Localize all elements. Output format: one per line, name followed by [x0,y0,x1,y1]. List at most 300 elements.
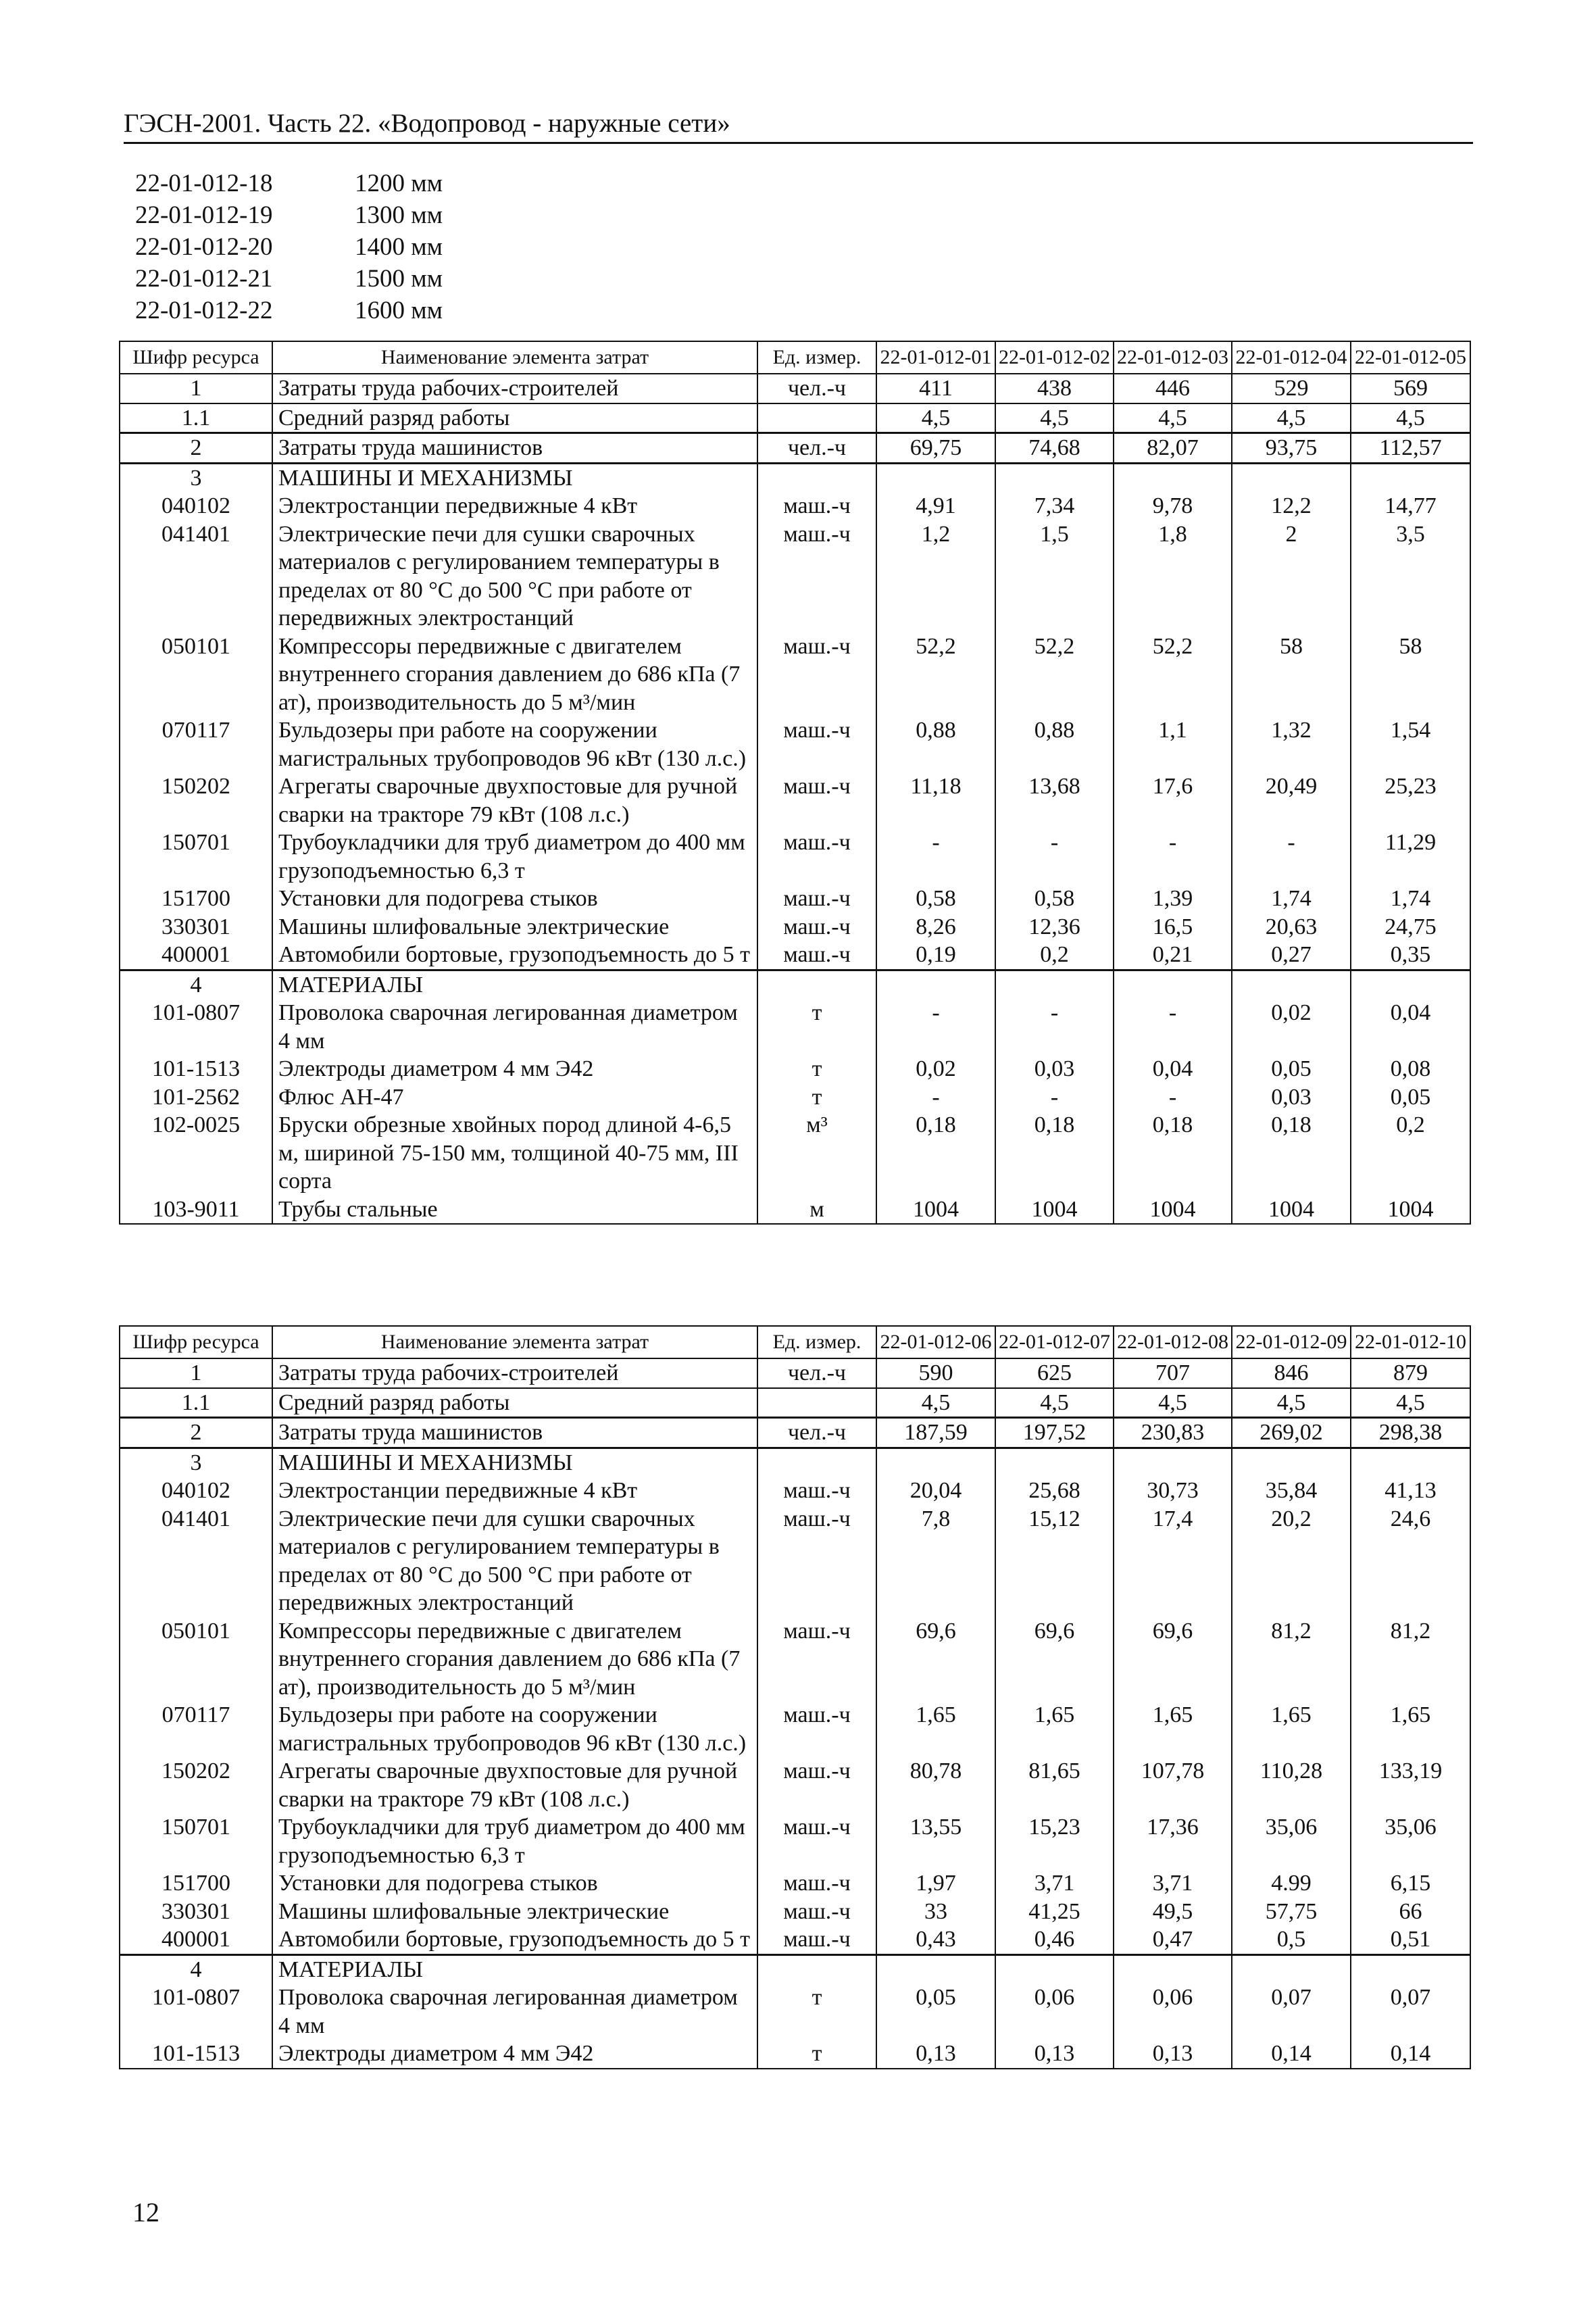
resource-code: 041401 [120,1505,272,1617]
column-header-unit: Ед. измер. [757,1326,876,1358]
value-cell: 49,5 [1114,1898,1232,1926]
value-cell: 74,68 [995,433,1114,464]
table-row [120,1617,1470,1702]
value-cell: - [995,1083,1114,1112]
value-cell: 41,13 [1351,1477,1470,1505]
unit-cell: чел.-ч [757,1418,876,1448]
value-cell: 33 [876,1898,995,1926]
column-header-name: Наименование элемента затрат [272,341,757,374]
norm-code: 22-01-012-22 [135,297,273,324]
value-cell: 11,29 [1351,829,1470,885]
unit-cell [757,970,876,999]
value-cell: 69,6 [876,1617,995,1702]
value-cell: 1,65 [995,1701,1114,1757]
value-cell: 7,8 [876,1505,995,1617]
unit-cell: маш.-ч [757,829,876,885]
value-cell: - [1114,829,1232,885]
value-cell: 0,88 [876,716,995,772]
value-cell: 0,03 [1232,1083,1351,1112]
resource-code: 101-0807 [120,999,272,1055]
value-cell: 1,39 [1114,885,1232,913]
value-cell: 1,2 [876,520,995,633]
value-cell: 13,68 [995,772,1114,829]
resource-name: Агрегаты сварочные двухпостовые для ручной сварки на тракторе 79 кВт (108 л.с.) [272,772,757,829]
value-cell: 133,19 [1351,1757,1470,1813]
resource-code: 102-0025 [120,1111,272,1196]
resource-code: 2 [120,433,272,464]
value-cell: 1,74 [1351,885,1470,913]
value-cell: 57,75 [1232,1898,1351,1926]
table-row [120,772,1470,829]
resource-name: МАТЕРИАЛЫ [272,1954,757,1984]
value-cell: 15,23 [995,1813,1114,1869]
resource-code: 040102 [120,492,272,520]
table-row [120,1055,1470,1083]
norm-code-row [135,263,443,295]
value-cell: 13,55 [876,1813,995,1869]
value-cell: 25,23 [1351,772,1470,829]
value-cell: - [1232,829,1351,885]
value-cell: 0,08 [1351,1055,1470,1083]
resource-name: Установки для подогрева стыков [272,1869,757,1898]
table-row [120,1083,1470,1112]
value-cell: 0,14 [1351,2040,1470,2069]
table-row [120,913,1470,941]
table-row [120,2040,1470,2069]
value-cell [995,1954,1114,1984]
value-cell: 230,83 [1114,1418,1232,1448]
column-header-norm: 22-01-012-04 [1232,341,1351,374]
value-cell: 11,18 [876,772,995,829]
value-cell: 1,1 [1114,716,1232,772]
value-cell: 82,07 [1114,433,1232,464]
table-row [120,520,1470,633]
unit-cell [757,463,876,492]
value-cell: 8,26 [876,913,995,941]
value-cell: 4,5 [995,403,1114,433]
value-cell: 529 [1232,374,1351,403]
value-cell: 0,07 [1351,1984,1470,2040]
resource-name: Бруски обрезные хвойных пород длиной 4-6,5 м, шириной 75-150 мм, толщиной 40-75 мм, III сорта [272,1111,757,1196]
unit-cell: маш.-ч [757,1477,876,1505]
value-cell: 17,4 [1114,1505,1232,1617]
resource-code: 101-0807 [120,1984,272,2040]
value-cell: 81,2 [1232,1617,1351,1702]
value-cell: 1,65 [1351,1701,1470,1757]
resource-name: Агрегаты сварочные двухпостовые для ручной сварки на тракторе 79 кВт (108 л.с.) [272,1757,757,1813]
value-cell: 16,5 [1114,913,1232,941]
resource-code: 3 [120,463,272,492]
value-cell: 1,65 [1232,1701,1351,1757]
resource-code: 1 [120,374,272,403]
value-cell: 0,43 [876,1925,995,1954]
table-row [120,1869,1470,1898]
value-cell [995,463,1114,492]
value-cell: - [876,829,995,885]
column-header-norm: 22-01-012-01 [876,341,995,374]
resource-name: Машины шлифовальные электрические [272,913,757,941]
table-row [120,403,1470,433]
resource-name: Флюс АН-47 [272,1083,757,1112]
value-cell: 30,73 [1114,1477,1232,1505]
value-cell: 52,2 [876,633,995,717]
value-cell: 1004 [876,1196,995,1225]
value-cell: 4,5 [995,1388,1114,1418]
column-header-code: Шифр ресурса [120,341,272,374]
value-cell: 187,59 [876,1418,995,1448]
norm-code-list [135,168,443,326]
resource-name: Электрические печи для сушки сварочных материалов с регулированием температуры в пределах от 80 °С до 500 °С при работе от передвижных электростанций [272,1505,757,1617]
resource-name: Средний разряд работы [272,1388,757,1418]
value-cell [1351,1448,1470,1477]
column-header-norm: 22-01-012-02 [995,341,1114,374]
value-cell [1114,1954,1232,1984]
resource-name: Трубы стальные [272,1196,757,1225]
value-cell [1114,970,1232,999]
value-cell: - [1114,1083,1232,1112]
unit-cell: т [757,2040,876,2069]
pipe-diameter: 1200 мм [355,170,443,197]
value-cell: 0,58 [995,885,1114,913]
header-divider [124,142,1473,144]
unit-cell [757,1954,876,1984]
value-cell: 0,04 [1351,999,1470,1055]
column-header-norm: 22-01-012-08 [1114,1326,1232,1358]
value-cell: 0,02 [876,1055,995,1083]
value-cell: 110,28 [1232,1757,1351,1813]
column-header-norm: 22-01-012-10 [1351,1326,1470,1358]
value-cell: 1,5 [995,520,1114,633]
value-cell: 438 [995,374,1114,403]
value-cell [876,463,995,492]
value-cell: 0,18 [876,1111,995,1196]
resource-code: 150701 [120,829,272,885]
resource-name: Электрические печи для сушки сварочных материалов с регулированием температуры в пределах от 80 °С до 500 °С при работе от передвижных электростанций [272,520,757,633]
value-cell: 58 [1232,633,1351,717]
resource-name: Автомобили бортовые, грузоподъемность до 5 т [272,941,757,970]
page-title: ГЭСН-2001. Часть 22. «Водопровод - наружные сети» [124,109,730,138]
value-cell: 69,6 [995,1617,1114,1702]
unit-cell: маш.-ч [757,1617,876,1702]
table-row [120,1505,1470,1617]
value-cell: 4,5 [1351,1388,1470,1418]
value-cell [995,970,1114,999]
resource-name: Затраты труда машинистов [272,433,757,464]
norm-code-row [135,295,443,326]
resource-code: 2 [120,1418,272,1448]
value-cell: - [995,999,1114,1055]
resource-code: 050101 [120,633,272,717]
resource-code: 101-1513 [120,2040,272,2069]
table-row [120,1701,1470,1757]
value-cell: 0,18 [995,1111,1114,1196]
table-row [120,970,1470,999]
value-cell [1114,1448,1232,1477]
norm-code-row [135,168,443,199]
value-cell: 879 [1351,1358,1470,1388]
value-cell: 846 [1232,1358,1351,1388]
value-cell: 1004 [995,1196,1114,1225]
value-cell: 35,06 [1232,1813,1351,1869]
resource-name: Установки для подогрева стыков [272,885,757,913]
resource-code: 400001 [120,1925,272,1954]
resource-code: 330301 [120,913,272,941]
value-cell: 0,02 [1232,999,1351,1055]
value-cell: 17,36 [1114,1813,1232,1869]
table-row [120,1925,1470,1954]
value-cell: 20,63 [1232,913,1351,941]
value-cell: 411 [876,374,995,403]
value-cell: 24,75 [1351,913,1470,941]
resource-name: Затраты труда рабочих-строителей [272,1358,757,1388]
value-cell: 3,71 [1114,1869,1232,1898]
value-cell: 107,78 [1114,1757,1232,1813]
value-cell: 0,19 [876,941,995,970]
value-cell [1232,1448,1351,1477]
value-cell: 0,46 [995,1925,1114,1954]
value-cell: 12,36 [995,913,1114,941]
pipe-diameter: 1600 мм [355,297,443,324]
value-cell: - [1114,999,1232,1055]
value-cell: 69,6 [1114,1617,1232,1702]
value-cell: 15,12 [995,1505,1114,1617]
value-cell: 1,65 [1114,1701,1232,1757]
unit-cell: маш.-ч [757,772,876,829]
unit-cell: чел.-ч [757,1358,876,1388]
resource-name: Компрессоры передвижные с двигателем внутреннего сгорания давлением до 686 кПа (7 ат), производительность до 5 м³/мин [272,1617,757,1702]
resource-code: 101-2562 [120,1083,272,1112]
value-cell: 0,58 [876,885,995,913]
unit-cell: маш.-ч [757,913,876,941]
table-row [120,999,1470,1055]
value-cell: 446 [1114,374,1232,403]
value-cell: 58 [1351,633,1470,717]
norm-code-row [135,231,443,263]
value-cell [1351,970,1470,999]
value-cell: 41,25 [995,1898,1114,1926]
resource-code: 041401 [120,520,272,633]
unit-cell: маш.-ч [757,1869,876,1898]
value-cell [1114,463,1232,492]
value-cell: 569 [1351,374,1470,403]
resource-code: 101-1513 [120,1055,272,1083]
resource-name: Компрессоры передвижные с двигателем внутреннего сгорания давлением до 686 кПа (7 ат), производительность до 5 м³/мин [272,633,757,717]
norm-code: 22-01-012-21 [135,265,273,293]
value-cell: 0,5 [1232,1925,1351,1954]
value-cell: 7,34 [995,492,1114,520]
resource-name: Электростанции передвижные 4 кВт [272,492,757,520]
unit-cell: маш.-ч [757,1925,876,1954]
norm-code: 22-01-012-18 [135,170,273,197]
value-cell: 1,74 [1232,885,1351,913]
value-cell: 81,65 [995,1757,1114,1813]
resource-code: 4 [120,1954,272,1984]
value-cell: 24,6 [1351,1505,1470,1617]
value-cell: 4.99 [1232,1869,1351,1898]
table-row [120,433,1470,464]
column-header-norm: 22-01-012-06 [876,1326,995,1358]
value-cell: 1,8 [1114,520,1232,633]
unit-cell: маш.-ч [757,1898,876,1926]
value-cell: 3,71 [995,1869,1114,1898]
resource-name: Средний разряд работы [272,403,757,433]
value-cell: 1004 [1351,1196,1470,1225]
value-cell: 0,2 [995,941,1114,970]
resource-code: 1 [120,1358,272,1388]
unit-cell: чел.-ч [757,374,876,403]
value-cell: 0,51 [1351,1925,1470,1954]
value-cell: 0,13 [1114,2040,1232,2069]
table-row [120,1984,1470,2040]
resource-name: Трубоукладчики для труб диаметром до 400 мм грузоподъемностью 6,3 т [272,829,757,885]
resource-name: Бульдозеры при работе на сооружении магистральных трубопроводов 96 кВт (130 л.с.) [272,716,757,772]
value-cell: 0,18 [1114,1111,1232,1196]
value-cell [876,1954,995,1984]
resource-name: Проволока сварочная легированная диаметром 4 мм [272,1984,757,2040]
table-row [120,1477,1470,1505]
unit-cell: маш.-ч [757,1505,876,1617]
value-cell: - [876,999,995,1055]
value-cell: 0,14 [1232,2040,1351,2069]
resource-name: МАШИНЫ И МЕХАНИЗМЫ [272,1448,757,1477]
value-cell: 269,02 [1232,1418,1351,1448]
resource-name: Затраты труда рабочих-строителей [272,374,757,403]
resource-name: Затраты труда машинистов [272,1418,757,1448]
resource-name: Электроды диаметром 4 мм Э42 [272,1055,757,1083]
table-row [120,885,1470,913]
table-row [120,1813,1470,1869]
table-row [120,829,1470,885]
value-cell: 80,78 [876,1757,995,1813]
value-cell: 4,5 [1114,403,1232,433]
value-cell [995,1448,1114,1477]
column-header-norm: 22-01-012-07 [995,1326,1114,1358]
value-cell: 0,05 [1232,1055,1351,1083]
unit-cell: маш.-ч [757,492,876,520]
value-cell: 2 [1232,520,1351,633]
value-cell: 0,05 [876,1984,995,2040]
resource-code: 150202 [120,772,272,829]
value-cell: 4,91 [876,492,995,520]
value-cell: 4,5 [876,403,995,433]
value-cell: 3,5 [1351,520,1470,633]
value-cell: 4,5 [1232,403,1351,433]
unit-cell [757,403,876,433]
pipe-diameter: 1500 мм [355,265,443,293]
value-cell: 25,68 [995,1477,1114,1505]
resource-name: Электроды диаметром 4 мм Э42 [272,2040,757,2069]
value-cell: 66 [1351,1898,1470,1926]
table-row [120,492,1470,520]
value-cell [1232,1954,1351,1984]
value-cell [1351,1954,1470,1984]
value-cell: 0,05 [1351,1083,1470,1112]
resource-code: 050101 [120,1617,272,1702]
table-row [120,374,1470,403]
value-cell: - [995,829,1114,885]
value-cell: 4,5 [876,1388,995,1418]
value-cell: 0,2 [1351,1111,1470,1196]
value-cell: 12,2 [1232,492,1351,520]
resource-code: 103-9011 [120,1196,272,1225]
unit-cell: т [757,1083,876,1112]
value-cell: 112,57 [1351,433,1470,464]
value-cell: 707 [1114,1358,1232,1388]
column-header-name: Наименование элемента затрат [272,1326,757,1358]
resource-name: МАТЕРИАЛЫ [272,970,757,999]
unit-cell: маш.-ч [757,1701,876,1757]
norm-code-row [135,199,443,231]
value-cell: 0,13 [995,2040,1114,2069]
unit-cell: т [757,1984,876,2040]
value-cell: 197,52 [995,1418,1114,1448]
value-cell [1351,463,1470,492]
column-header-norm: 22-01-012-03 [1114,341,1232,374]
resource-table-2 [119,1325,1471,2069]
unit-cell: маш.-ч [757,716,876,772]
page-number: 12 [132,2197,159,2227]
resource-code: 150701 [120,1813,272,1869]
value-cell: 52,2 [1114,633,1232,717]
resource-code: 150202 [120,1757,272,1813]
resource-name: Бульдозеры при работе на сооружении магистральных трубопроводов 96 кВт (130 л.с.) [272,1701,757,1757]
resource-name: Трубоукладчики для труб диаметром до 400 мм грузоподъемностью 6,3 т [272,1813,757,1869]
unit-cell: маш.-ч [757,1813,876,1869]
value-cell [876,970,995,999]
column-header-norm: 22-01-012-05 [1351,341,1470,374]
resource-code: 1.1 [120,403,272,433]
value-cell: 1,32 [1232,716,1351,772]
value-cell: 0,06 [1114,1984,1232,2040]
table-row [120,716,1470,772]
value-cell: 298,38 [1351,1418,1470,1448]
value-cell: 0,03 [995,1055,1114,1083]
value-cell: 1,97 [876,1869,995,1898]
value-cell: 17,6 [1114,772,1232,829]
resource-name: Автомобили бортовые, грузоподъемность до 5 т [272,1925,757,1954]
table-row [120,1757,1470,1813]
table-row [120,1388,1470,1418]
table-row [120,1418,1470,1448]
value-cell: 0,04 [1114,1055,1232,1083]
unit-cell [757,1448,876,1477]
value-cell: 9,78 [1114,492,1232,520]
table-row [120,633,1470,717]
value-cell: 625 [995,1358,1114,1388]
column-header-norm: 22-01-012-09 [1232,1326,1351,1358]
resource-name: Машины шлифовальные электрические [272,1898,757,1926]
value-cell: 590 [876,1358,995,1388]
unit-cell: маш.-ч [757,885,876,913]
resource-code: 4 [120,970,272,999]
value-cell: 0,18 [1232,1111,1351,1196]
resource-code: 040102 [120,1477,272,1505]
resource-code: 151700 [120,1869,272,1898]
unit-cell: маш.-ч [757,520,876,633]
norm-code: 22-01-012-20 [135,233,273,261]
resource-code: 330301 [120,1898,272,1926]
value-cell: 20,2 [1232,1505,1351,1617]
unit-cell: маш.-ч [757,633,876,717]
value-cell: 4,5 [1114,1388,1232,1418]
value-cell: 0,21 [1114,941,1232,970]
value-cell: 0,88 [995,716,1114,772]
table-row [120,1111,1470,1196]
resource-name: Электростанции передвижные 4 кВт [272,1477,757,1505]
unit-cell: чел.-ч [757,433,876,464]
resource-code: 1.1 [120,1388,272,1418]
value-cell: 35,84 [1232,1477,1351,1505]
